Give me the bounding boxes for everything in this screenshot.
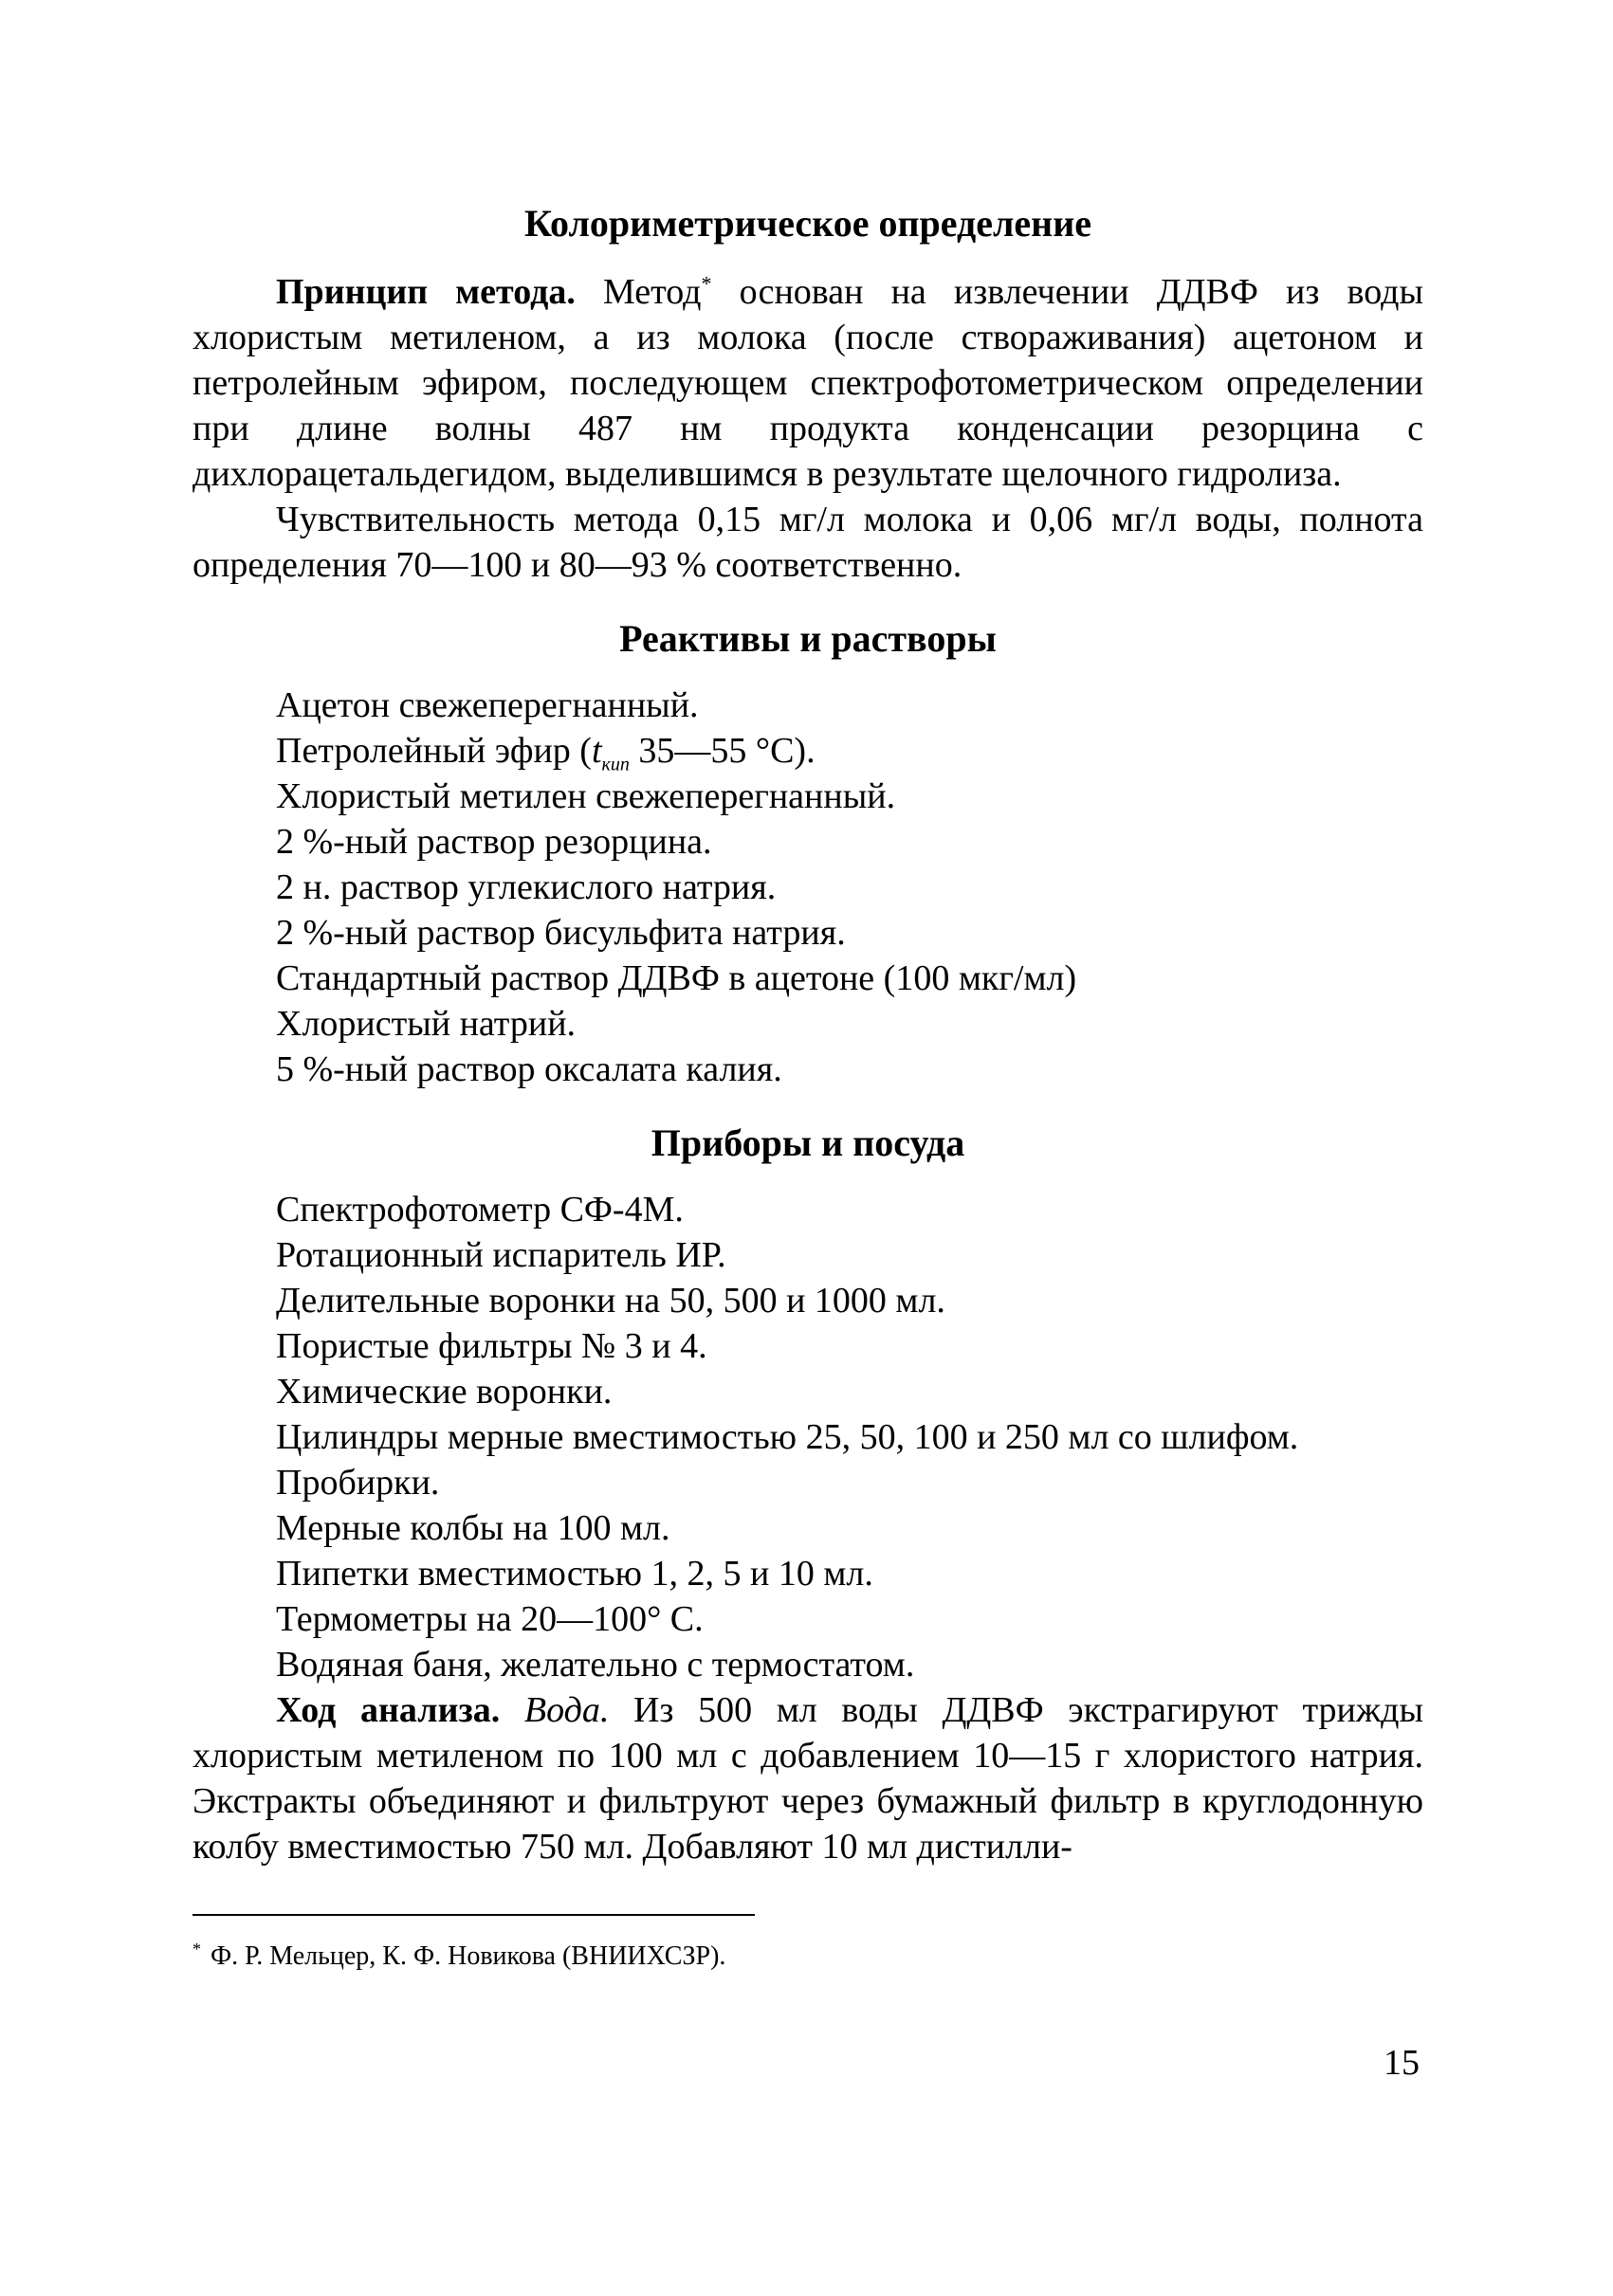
reagents-list bbox=[192, 683, 1423, 1092]
reagent-item: 5 %-ный раствор оксалата калия. bbox=[276, 1049, 782, 1089]
reagent-item: 2 н. раствор углекислого натрия. bbox=[276, 867, 777, 907]
page-number: 15 bbox=[1384, 2043, 1420, 2083]
equipment-item: Спектрофотометр СФ-4М. bbox=[276, 1190, 684, 1230]
method-principle-paragraph bbox=[192, 269, 1423, 497]
reagent-item: Хлористый метилен свежеперегнанный. bbox=[276, 776, 896, 816]
ether-t-symbol: t bbox=[591, 731, 602, 771]
section-title: Колориметрическое определение bbox=[523, 202, 1092, 245]
equipment-item: Мерные колбы на 100 мл. bbox=[276, 1508, 670, 1548]
procedure-water-label: Вода. bbox=[523, 1690, 610, 1730]
footnote-divider bbox=[192, 1914, 755, 1916]
page-content bbox=[192, 201, 1423, 1869]
equipment-item: Водяная баня, желательно с термостатом. bbox=[276, 1645, 915, 1685]
equipment-item: Пипетки вместимостью 1, 2, 5 и 10 мл. bbox=[276, 1554, 873, 1594]
procedure-lead: Ход анализа. bbox=[276, 1690, 501, 1730]
footnote-reference-marker: * bbox=[701, 271, 712, 296]
equipment-item: Пробирки. bbox=[276, 1463, 440, 1503]
equipment-item: Делительные воронки на 50, 500 и 1000 мл. bbox=[276, 1281, 945, 1321]
reagent-item-petroleum-ether bbox=[276, 728, 1423, 774]
reagent-item: 2 %-ный раствор бисульфита натрия. bbox=[276, 913, 846, 953]
procedure-text: Из 500 мл воды ДДВФ экстрагируют трижды хлористым метиленом по 100 мл с добавлением 10—15 г хлористого натрия. Экстракты объединяют и фильтруют через бумажный фильтр в круглодонную колбу вместимостью 750 мл. Добавляют 10 мл дистилли- bbox=[192, 1690, 1423, 1867]
reagent-item: 2 %-ный раствор резорцина. bbox=[276, 822, 712, 862]
equipment-list bbox=[192, 1187, 1423, 1687]
ether-text-b: 35—55 °С). bbox=[629, 731, 816, 771]
footnote-text: Ф. Р. Мельцер, К. Ф. Новикова (ВНИИХСЗР). bbox=[211, 1941, 726, 1971]
principle-text-2: основан на извлечении ДДВФ из воды хлористым метиленом, а из молока (после створаживания) ацетоном и петролейным эфиром, последующем спектрофотометрическом определении при длине волны 487 нм продукта конденсации резорцина с дихлорацетальдегидом, выделившимся в результате щелочного гидролиза. bbox=[192, 272, 1423, 494]
reagent-item: Ацетон свежеперегнанный. bbox=[276, 685, 699, 725]
equipment-item: Ротационный испаритель ИР. bbox=[276, 1235, 726, 1275]
reagent-item: Хлористый натрий. bbox=[276, 1004, 577, 1044]
footnote-marker: * bbox=[192, 1939, 201, 1959]
reagent-item: Стандартный раствор ДДВФ в ацетоне (100 мкг/мл) bbox=[276, 958, 1077, 998]
principle-lead: Принцип метода. bbox=[276, 272, 576, 312]
equipment-item: Цилиндры мерные вместимостью 25, 50, 100 и 250 мл со шлифом. bbox=[276, 1417, 1299, 1457]
sensitivity-paragraph: Чувствительность метода 0,15 мг/л молока и 0,06 мг/л воды, полнота определения 70—100 и 80—93 % соответственно. bbox=[192, 500, 1423, 585]
ether-text-a: Петролейный эфир ( bbox=[276, 731, 592, 771]
equipment-item: Химические воронки. bbox=[276, 1372, 613, 1412]
ether-subscript: кип bbox=[601, 754, 630, 775]
equipment-item: Термометры на 20—100° С. bbox=[276, 1599, 704, 1639]
footnote bbox=[192, 1940, 725, 1974]
procedure-paragraph bbox=[192, 1687, 1423, 1869]
equipment-item: Пористые фильтры № 3 и 4. bbox=[276, 1326, 707, 1366]
equipment-heading: Приборы и посуда bbox=[651, 1121, 965, 1164]
principle-text-1: Метод bbox=[575, 272, 702, 312]
reagents-heading: Реактивы и растворы bbox=[619, 617, 997, 660]
